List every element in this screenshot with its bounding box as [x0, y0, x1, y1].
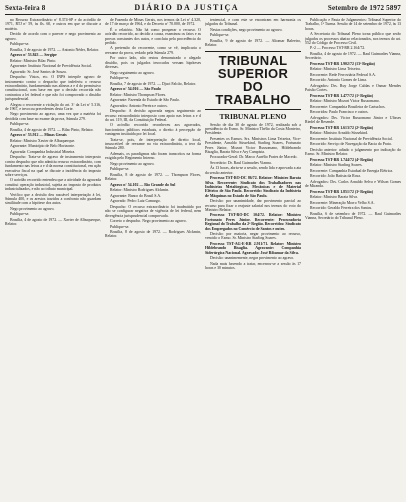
paragraph: Recorrido: Antonio Gomes de Lima. — [310, 78, 367, 83]
paragraph: Decisão: unanimemente, negar provimento ao agravo. — [210, 256, 295, 261]
paragraph: Agravados: Antonio Pereira e outros. — [110, 103, 168, 108]
paragraph: Decido de acordo com o parecer e nego provimento ao agravo. — [5, 32, 101, 41]
paragraph: Agravo nº 54.016 — São Paulo — [110, 87, 161, 92]
column-3-body — [205, 123, 301, 271]
page-header — [5, 3, 401, 15]
paragraph: Despacho: O recurso extraordinário foi inadmitido por não se configurar negativa de vigência de lei federal, nem divergência jurisprudencial comprovada. — [105, 204, 201, 218]
paragraph: A Secretaria do Tribunal Pleno torna público que serão julgados os processos abaixo relacionados, nos termos do art. 552 do Código de Processo Civil. — [305, 32, 401, 45]
paragraph: Agravada: Companhia Industrial Mineira. — [10, 149, 76, 154]
tribunal-pleno-title: TRIBUNAL PLENO — [219, 111, 287, 121]
paragraph: Agravante: Instituto Nacional de Previdência Social. — [10, 64, 92, 69]
paragraph: Recorrido: Serviço de Navegação da Bacia do Prata. — [310, 142, 392, 147]
paragraph: Agravo nº 54.102 — Rio Grande do Sul — [110, 182, 176, 187]
paragraph: Processo TST-RO-DC 86/72. Relator: Ministro Barata Silva. Recorrente: Sindicato dos Trabalhadores nas Indústrias Metalúrgicas, Mecânicas e de Material Elétrico de São Paulo. Recorrido: Sindicato da Indústria de Máquinas no Estado de São Paulo. — [205, 176, 301, 198]
paragraph: Processo TST-RR 1.613/72 (2ª Região) — [310, 125, 374, 130]
paragraph: Despacho: Trata-se de agravo de instrumento interposto contra despacho que não admitiu recurso extraordinário, com fundamento nas letras a e d da norma constitucional, em ação executiva fiscal na qual se discute a incidência do imposto sobre serviços. — [5, 155, 101, 177]
paragraph: Agravante: Banco do Brasil S.A. — [110, 193, 162, 198]
paragraph: Por outro lado, não restou demonstrado o alegado dissídio, pois os julgados invocados versam hipóteses diversas. — [105, 56, 201, 69]
paragraph: Relator: Ministro Xavier de Albuquerque. — [10, 138, 76, 143]
paragraph: Brasília, 4 de agosto de 1972. — Raul Guimarães Vianna, Secretário. — [305, 51, 401, 61]
paragraph: Publique-se. — [10, 42, 30, 47]
paragraph: Processo TST-RO-DC 104/72. Relator: Ministro Fortunato Peres Júnior. Recorrente: Procuradoria Regional do Trabalho da 2ª Região. Recorridos: Sindicato dos Empregados no Comércio de Santos e outro. — [205, 213, 301, 231]
paragraph: Decisão anterior: adiado o julgamento por indicação do Exmo. Sr. Ministro Relator. — [305, 147, 401, 157]
paragraph: A pretensão do recorrente, como se vê, implicaria o reexame da prova, vedado pela Súmula 279. — [105, 46, 201, 55]
paragraph: Recorrente: Rede Ferroviária Federal S.A. — [310, 72, 376, 77]
header-weekday: Sexta-feira 8 — [5, 4, 46, 12]
paragraph: O acórdão recorrido entendeu que a atividade da agravada constitui operação industrial, sujeita ao imposto de produtos industrializados, e não ao tributo municipal. — [5, 178, 101, 192]
paragraph: Relator: Ministro Lima Teixeira. — [310, 67, 361, 72]
paragraph: Alegou o recorrente a violação do art. 3º da Lei nº 5.316, de 1967, e invocou precedentes desta Corte. — [5, 102, 101, 111]
paragraph: Relator: Ministro Starling Soares. — [310, 163, 363, 168]
header-date-page: Setembro de 1972 5897 — [327, 4, 401, 12]
paragraph: Trata-se, pois, de interpretação de direito local, insuscetível de reexame na via extraordinária, a teor da Súmula 280. — [105, 137, 201, 151]
paragraph: Nada mais havendo a tratar, encerrou-se a sessão às 17 horas e 30 minutos. — [205, 261, 301, 270]
paragraph: P.-2 — Processo TST-RR 2.164/72. — [310, 46, 366, 51]
paragraph: Agravo nº 53.912 — Minas Gerais — [10, 133, 67, 138]
paragraph: Às 13 horas, abriu-se a sessão, sendo lida e aprovada a ata da sessão anterior. — [205, 166, 301, 175]
paragraph: Agravado: Pedro Luiz Camargo. — [110, 199, 161, 204]
paragraph: Nego provimento ao agravo. — [10, 206, 55, 211]
paragraph: Recorrido: João Batista da Rosa. — [310, 174, 361, 179]
paragraph: Sessão de dia 30 de agosto de 1972, realizada sob a presidência do Exmo. Sr. Ministro Thélio da Costa Monteiro, Presidente. — [205, 122, 301, 136]
paragraph: Nego provimento ao agravo, uma vez que a matéria foi decidida com base no exame da prova, Súmula 279. — [5, 112, 101, 121]
paragraph: Ademais, os paradigmas não foram transcritos na forma exigida pelo Regimento Interno. — [105, 151, 201, 161]
paragraph: O acórdão recorrido reconheceu aos agravados, funcionários públicos estaduais, o direito à percepção de vantagem instituída por lei local. — [105, 123, 201, 137]
paragraph: Publique-se. — [10, 122, 30, 127]
tribunal-heading-line1: TRIBUNAL SUPERIOR — [217, 52, 289, 81]
paragraph: Recorrente: Companhia Brasileira de Cartuchos. — [310, 104, 386, 109]
paragraph: Correto o despacho. Nego provimento ao agravo. — [110, 219, 187, 224]
paragraph: Presentes os Exmos. Srs. Ministros Lima Teixeira, Vice-Presidente, Arnaldo Süssekind, Starling Soares, Fortunato Peres Júnior, Mozart Victor Russomano, Hildebrando Bisaglia, Barata Silva e Ary Campista. — [205, 136, 301, 154]
paragraph: Publique-se. — [10, 212, 30, 217]
paragraph: Procurador-Geral: Dr. Marco Aurélio Prates de Macedo. — [210, 155, 298, 160]
paragraph: Verifico que a decisão deu razoável interpretação à lei, Súmula 400, e os arestos trazidos a confronto não guardam similitude com a hipótese dos autos. — [5, 192, 101, 206]
paragraph: É o relatório. Não há como prosperar o recurso. O acórdão recorrido, ao decidir a causa, examinou os fatos e as provas constantes dos autos, e concluiu pela procedência do pedido. — [105, 27, 201, 45]
paragraph: Despacho: Vistos, etc. O INPS interpõe agravo de instrumento contra o despacho que indeferiu o recurso extraordinário, fundamentado nas alíneas a e d do permissivo constitucional, com base em que a decisão recorrida não contrariou a lei federal e que não foi comprovado o dissídio jurisprudencial. — [5, 75, 101, 101]
header-masthead: DIÁRIO DA JUSTIÇA — [134, 3, 240, 12]
paragraph: Agravado: Sr. José Santos de Souza. — [10, 69, 67, 74]
tribunal-heading — [205, 51, 301, 110]
paragraph: Publique-se. — [110, 224, 130, 229]
paragraph: Brasília, 6 de setembro de 1972. — Raul Guimarães Vianna, Secretário do Tribunal Pleno. — [305, 211, 401, 221]
paragraph: Brasília, 8 de agosto de 1972. — Rodrigues Alckmin, Relator. — [105, 230, 201, 239]
paragraph: Advogados: Drs. Ruy Jorge Caldas e Osmar Mendes Paixão Cortes. — [305, 83, 401, 93]
paragraph: Relator: Ministro Mozart Victor Russomano. — [310, 99, 380, 104]
paragraph: Nego seguimento ao agravo. — [110, 70, 155, 75]
paragraph: Recorrente: Companhia Estadual de Energia Elétrica. — [310, 168, 394, 173]
paragraph: Recorrente: Mineração Morro Velho S.A. — [310, 200, 375, 205]
paragraph: de Fazenda de Minas Gerais, nos termos da Lei nº 4.320, de 17 de março de 1964, e do Decreto nº 70.000, de 1972. — [105, 18, 201, 27]
paragraph: Brasília, 4 de agosto de 1972. — Xavier de Albuquerque, Relator. — [5, 217, 101, 227]
paragraph: Processo TST-AG-E-RR 2.911/71. Relator: Ministro Hildebrando Bisaglia. Agravante: Companhia Siderúrgica Nacional. Agravado: José Ribamar da Silva. — [205, 241, 301, 255]
column-1 — [5, 18, 101, 502]
paragraph: tentencial, e com este se encontram em harmonia os julgados do Tribunal. — [205, 18, 301, 27]
paragraph: Relator: Ministro Arnaldo Süssekind. — [310, 131, 369, 136]
paragraph: Brasília, 7 de agosto de 1972. — Djaci Falcão, Relator. — [110, 81, 196, 86]
paragraph: Secretário: Dr. Raul Guimarães Vianna. — [210, 160, 272, 165]
paragraph: Processo TST-RR 1.902/72 (13ª Região) — [310, 61, 375, 66]
paragraph: Processo TST-RR 1.744/72 (4ª Região) — [310, 157, 374, 162]
paragraph: Processo TST-RR 1.851/72 (3ª Região) — [310, 189, 374, 194]
paragraph: no Recurso Extraordinário nº 8.374-SP e do acórdão de 1971, RTJ nº 59, às fls. 60, e outros em que se discute a matéria. — [5, 18, 101, 31]
column-3-top — [205, 18, 301, 48]
paragraph: Nego provimento ao agravo. — [110, 161, 155, 166]
paragraph: Recorrente: Instituto Nacional de Previdência Social. — [310, 136, 393, 141]
paragraph: Decisão: por unanimidade, dar provimento parcial ao recurso para fixar o reajuste salarial nos termos do voto do Ministro Relator. — [205, 199, 301, 212]
paragraph: Advogados: Drs. Victor Russomano Júnior e Ulisses Riedel de Resende. — [305, 115, 401, 125]
paragraph: Publique-se. — [210, 33, 230, 38]
paragraph: Relator: Ministro Rodrigues Alckmin. — [110, 188, 170, 193]
paragraph: Brasília, 8 de agosto de 1972. — Thompson Flores, Relator. — [105, 172, 201, 182]
paragraph: Relator: Ministro Thompson Flores. — [110, 92, 167, 97]
paragraph: Processo TST-RR 1.477/72 (1ª Região) — [310, 93, 374, 98]
paragraph: Agravo nº 53.843 — Sergipe — [10, 53, 57, 58]
paragraph: Brasília, 4 de agosto de 1972. — Bilac Pinto, Relator. — [10, 127, 94, 132]
paragraph: Brasília, 9 de agosto de 1972. — Aliomar Baleeiro, Relator. — [205, 38, 301, 48]
paragraph: Nestas condições, nego provimento ao agravo. — [210, 27, 283, 32]
paragraph: Agravante: Município de Belo Horizonte. — [10, 144, 75, 149]
paragraph: Recorrido: Geraldo Ferreira dos Santos. — [310, 206, 373, 211]
tribunal-heading-line2: DO TRABALHO — [215, 78, 291, 107]
paragraph: Decisão: por maioria, negar provimento ao recurso, vencido o Exmo. Sr. Ministro Starling Soares. — [205, 232, 301, 241]
column-3 — [205, 18, 301, 502]
paragraph: Advogados: Drs. Carlos Arnaldo Selva e Wilson Gomes de Miranda. — [305, 179, 401, 189]
text-columns — [5, 18, 401, 502]
paragraph: Despacho: A decisão agravada negou seguimento ao recurso extraordinário interposto com apoio nas letras a e d do art. 119, III, da Constituição Federal. — [105, 109, 201, 122]
column-4 — [305, 18, 401, 502]
paragraph: Recorridos: Paulo Francisco e outros. — [310, 110, 369, 115]
paragraph: Publique-se. — [110, 167, 130, 172]
paragraph: Relator: Ministro Barata Silva. — [310, 195, 358, 200]
paragraph: Brasília, 3 de agosto de 1972. — Antonio Néder, Relator. — [10, 47, 99, 52]
paragraph: Relator: Ministro Bilac Pinto. — [10, 58, 57, 63]
paragraph: Publicação e Pauta de Julgamentos: Tribunal Superior do Trabalho, 1ª Turma. Sessão de 14 de setembro de 1972, às 13 horas. — [305, 18, 401, 31]
paragraph: Agravante: Fazenda do Estado de São Paulo. — [110, 98, 180, 103]
column-2 — [105, 18, 201, 502]
paragraph: Publique-se. — [110, 76, 130, 81]
